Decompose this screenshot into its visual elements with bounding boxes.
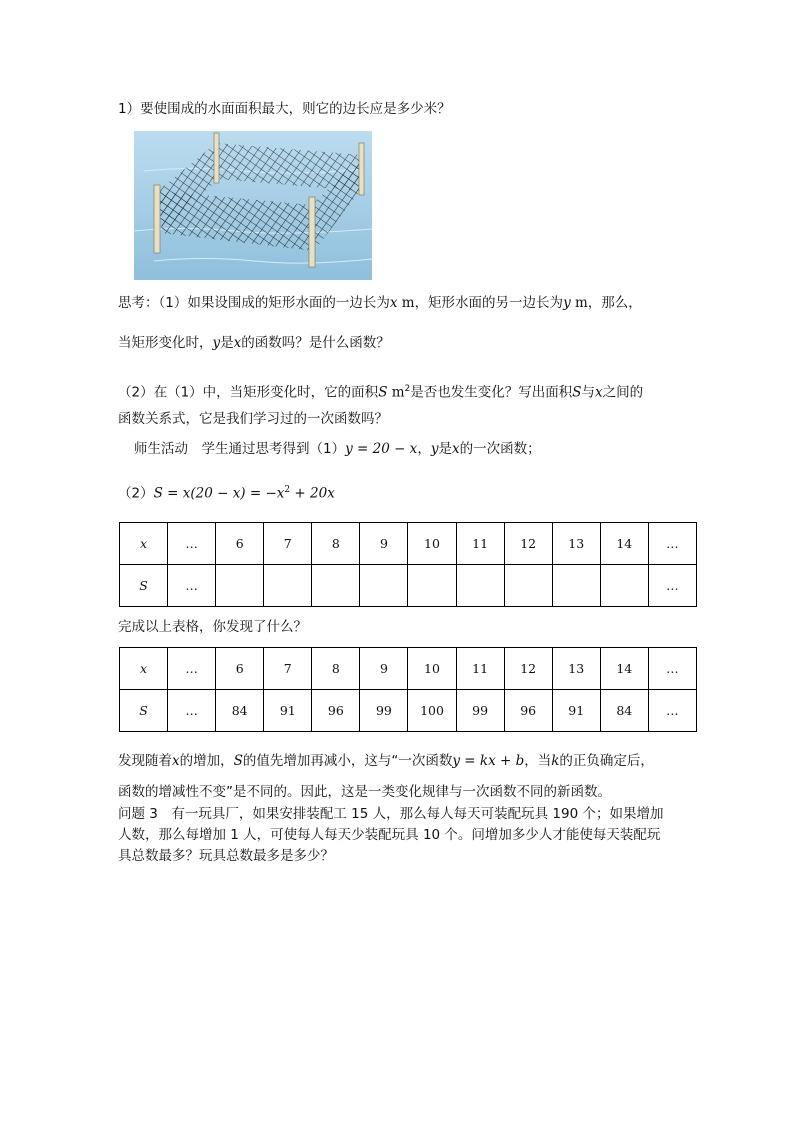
- text-segment: 的增加，: [179, 753, 234, 769]
- problem-3-line-1: 问题 3 有一玩具厂，如果安排装配工 15 人，那么每人每天可装配玩具 190 个；如果增加: [118, 806, 664, 822]
- formula-linear: y = kx + b: [452, 753, 525, 769]
- text-segment: 的值先增加再减小，这与“一次函数: [242, 753, 453, 769]
- text-segment: 的一次函数；: [459, 441, 541, 457]
- think-2-line-2: 函数关系式，它是我们学习过的一次函数吗？: [118, 411, 388, 427]
- table-cell: …: [168, 523, 216, 565]
- problem-3-line-2: 人数，那么每增加 1 人，可使每人每天少装配玩具 10 个。问增加多少人才能使每天装配玩: [118, 827, 661, 843]
- table-cell: 13: [552, 523, 600, 565]
- table-cell: 99: [360, 690, 408, 732]
- table-cell: x: [120, 648, 168, 690]
- table-cell: 12: [504, 648, 552, 690]
- table-cell-empty: [360, 565, 408, 607]
- text-segment: ，当: [524, 753, 552, 769]
- table-cell: 99: [456, 690, 504, 732]
- table-cell: 9: [360, 648, 408, 690]
- table-cell: 96: [312, 690, 360, 732]
- question-1: 1）要使围成的水面面积最大，则它的边长应是多少米？: [118, 101, 451, 117]
- table-cell: 10: [408, 648, 456, 690]
- table-cell-empty: [600, 565, 648, 607]
- table-cell: 91: [264, 690, 312, 732]
- formula-S: S = x(20 − x) = −x: [153, 485, 285, 502]
- table-cell: S: [120, 565, 168, 607]
- net-illustration: [134, 131, 372, 280]
- table-row-S: [120, 690, 697, 732]
- teacher-student-activity: [134, 439, 541, 459]
- var-y: y: [563, 295, 571, 311]
- value-table-filled: [119, 647, 697, 732]
- text-segment: ，矩形水面的另一边长为: [414, 295, 564, 311]
- table-cell: S: [120, 690, 168, 732]
- var-x: x: [595, 384, 603, 401]
- problem-3-line-3: 具总数最多？玩具总数最多是多少？: [118, 848, 334, 864]
- table-cell: 11: [456, 648, 504, 690]
- table-cell: 14: [600, 523, 648, 565]
- var-S: S: [378, 384, 388, 401]
- discovery-line-2: 函数的增减性不变”是不同的。因此，这是一类变化规律与一次函数不同的新函数。: [118, 784, 611, 800]
- var-y: y: [212, 335, 221, 351]
- unit-m: m: [387, 384, 405, 401]
- table-cell: …: [168, 648, 216, 690]
- table-cell: 7: [264, 648, 312, 690]
- text-segment: 是否也发生变化？写出面积: [410, 384, 573, 401]
- table-cell-empty: [504, 565, 552, 607]
- table-cell-empty: [312, 565, 360, 607]
- table-cell: 13: [552, 648, 600, 690]
- var-x: x: [389, 295, 398, 311]
- var-x: x: [233, 335, 242, 351]
- table-cell: …: [648, 565, 696, 607]
- table-cell: 91: [552, 690, 600, 732]
- table-cell: 6: [216, 523, 264, 565]
- table-cell: 84: [600, 690, 648, 732]
- fishing-net-enclosure-image: [134, 131, 372, 280]
- text-segment: 的正负确定后，: [559, 753, 654, 769]
- var-x: x: [451, 441, 460, 457]
- formula-tail: + 20x: [290, 485, 335, 502]
- table-cell: 7: [264, 523, 312, 565]
- table-cell: 10: [408, 523, 456, 565]
- text-segment: 发现随着: [118, 753, 172, 769]
- table-cell-empty: [456, 565, 504, 607]
- think-1-line-1: [118, 293, 642, 313]
- unit-m: m: [397, 295, 415, 311]
- table-cell: 84: [216, 690, 264, 732]
- table-cell: …: [648, 648, 696, 690]
- table-cell: …: [648, 690, 696, 732]
- table-cell: 14: [600, 648, 648, 690]
- table-cell-empty: [264, 565, 312, 607]
- text-segment: ，那么，: [587, 295, 642, 311]
- text-segment: 当矩形变化时，: [118, 335, 213, 351]
- think-1-line-2: [118, 333, 390, 353]
- var-x: x: [172, 753, 180, 769]
- text-segment: 是: [438, 441, 452, 457]
- discovery-line-1: [118, 751, 654, 771]
- table-cell: …: [168, 690, 216, 732]
- text-segment: （2）: [118, 485, 154, 502]
- text-segment: （2）在（1）中，当矩形变化时，它的面积: [118, 384, 379, 401]
- var-S: S: [233, 753, 243, 769]
- text-segment: 师生活动 学生通过思考得到（1）: [134, 441, 346, 457]
- text-segment: 思考：（1）如果设围成的矩形水面的一边长为: [118, 295, 390, 311]
- value-table-blank: [119, 522, 697, 607]
- think-2-line-1: [118, 379, 643, 403]
- table-cell: 9: [360, 523, 408, 565]
- table-cell: 8: [312, 523, 360, 565]
- var-y: y: [430, 441, 439, 457]
- var-k: k: [551, 753, 560, 769]
- table-cell: 6: [216, 648, 264, 690]
- complete-table-prompt: 完成以上表格，你发现了什么？: [118, 619, 307, 635]
- formula-y: y = 20 − x: [345, 441, 418, 457]
- table-cell-empty: [216, 565, 264, 607]
- table-cell: 96: [504, 690, 552, 732]
- table-row-S: [120, 565, 697, 607]
- table-cell: 8: [312, 648, 360, 690]
- text-segment: ，: [417, 441, 431, 457]
- table-row-x: [120, 523, 697, 565]
- table-cell: 11: [456, 523, 504, 565]
- text-segment: 之间的: [602, 384, 644, 401]
- table-cell-empty: [408, 565, 456, 607]
- table-row-x: [120, 648, 697, 690]
- var-S: S: [572, 384, 582, 401]
- text-segment: 的函数吗？是什么函数？: [241, 335, 390, 351]
- text-segment: 与: [581, 384, 596, 401]
- table-cell: 12: [504, 523, 552, 565]
- table-cell: 100: [408, 690, 456, 732]
- superscript: 2: [284, 485, 291, 495]
- text-segment: 是: [220, 335, 234, 351]
- table-cell-empty: [552, 565, 600, 607]
- table-cell: x: [120, 523, 168, 565]
- table-cell: …: [648, 523, 696, 565]
- unit-m: m: [570, 295, 588, 311]
- table-cell: …: [168, 565, 216, 607]
- superscript: 2: [404, 384, 411, 394]
- area-formula: [118, 480, 335, 504]
